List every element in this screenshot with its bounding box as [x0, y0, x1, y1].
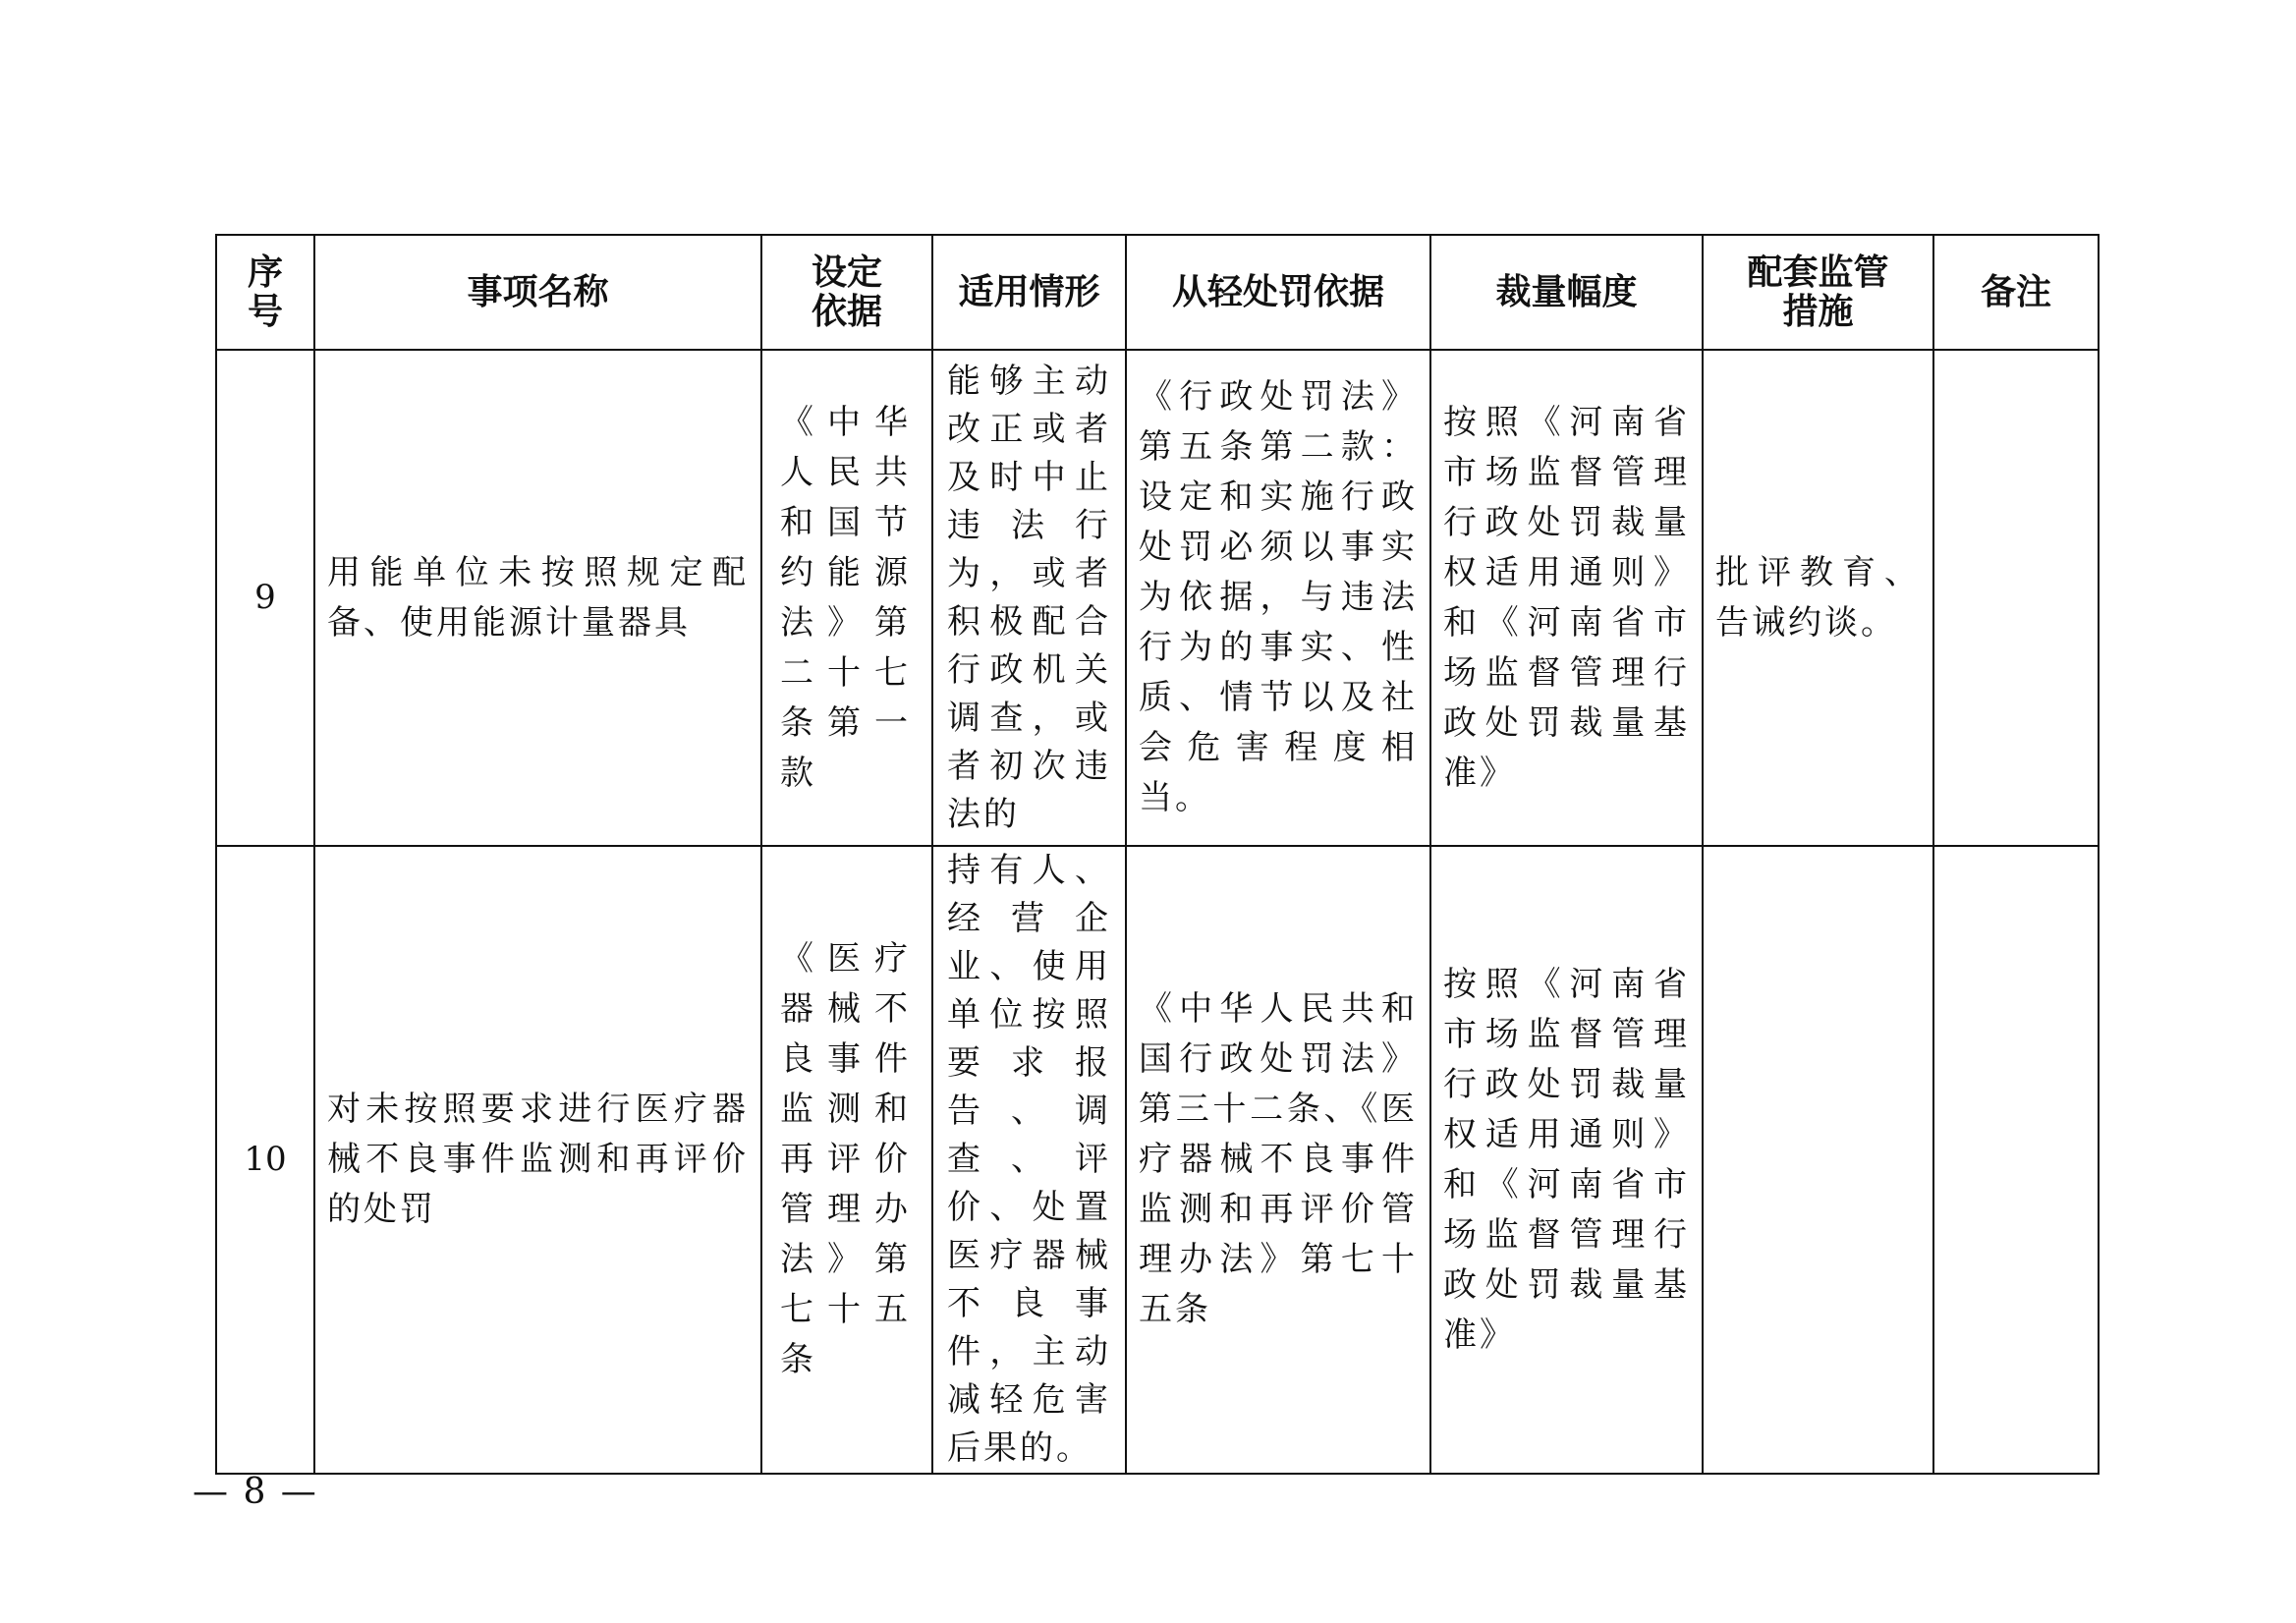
header-situation: 适用情形: [932, 235, 1126, 350]
row-basis: 《中华人民共和国节约能源法》第二十七条第一款: [761, 350, 932, 846]
row-seq: 10: [216, 846, 314, 1474]
header-lenient-basis: 从轻处罚依据: [1126, 235, 1430, 350]
header-measures: 配套监管 措施: [1703, 235, 1933, 350]
header-row: [216, 235, 2099, 350]
page-number: — 8 —: [193, 1472, 318, 1512]
row-measures: 批评教育、告诫约谈。: [1703, 350, 1933, 846]
row-remarks: [1933, 846, 2099, 1474]
row-name: 用能单位未按照规定配备、使用能源计量器具: [314, 350, 761, 846]
table-row: [216, 350, 2099, 846]
row-basis: 《医疗器械不良事件监测和再评价管理办法》第七十五条: [761, 846, 932, 1474]
header-basis: 设定 依据: [761, 235, 932, 350]
header-seq: 序 号: [216, 235, 314, 350]
row-discretion: 按照《河南省市场监督管理行政处罚裁量权适用通则》和《河南省市场监督管理行政处罚裁量基准》: [1430, 350, 1703, 846]
row-lenient-basis: 《中华人民共和国行政处罚法》第三十二条、《医疗器械不良事件监测和再评价管理办法》第七十五条: [1126, 846, 1430, 1474]
penalty-table: [215, 234, 2100, 1475]
row-situation: 能够主动改正或者及时中止违法行为，或者积极配合行政机关调查，或者初次违法的: [932, 350, 1126, 846]
row-remarks: [1933, 350, 2099, 846]
header-discretion: 裁量幅度: [1430, 235, 1703, 350]
header-remarks: 备注: [1933, 235, 2099, 350]
row-situation: 持有人、经营企业、使用单位按照要求报告、调查、评价、处置医疗器械不良事件，主动减轻危害后果的。: [932, 846, 1126, 1474]
header-name: 事项名称: [314, 235, 761, 350]
row-seq: 9: [216, 350, 314, 846]
row-measures: [1703, 846, 1933, 1474]
row-lenient-basis: 《行政处罚法》第五条第二款：设定和实施行政处罚必须以事实为依据，与违法行为的事实、性质、情节以及社会危害程度相当。: [1126, 350, 1430, 846]
row-name: 对未按照要求进行医疗器械不良事件监测和再评价的处罚: [314, 846, 761, 1474]
row-discretion: 按照《河南省市场监督管理行政处罚裁量权适用通则》和《河南省市场监督管理行政处罚裁量基准》: [1430, 846, 1703, 1474]
table-row: [216, 846, 2099, 1474]
